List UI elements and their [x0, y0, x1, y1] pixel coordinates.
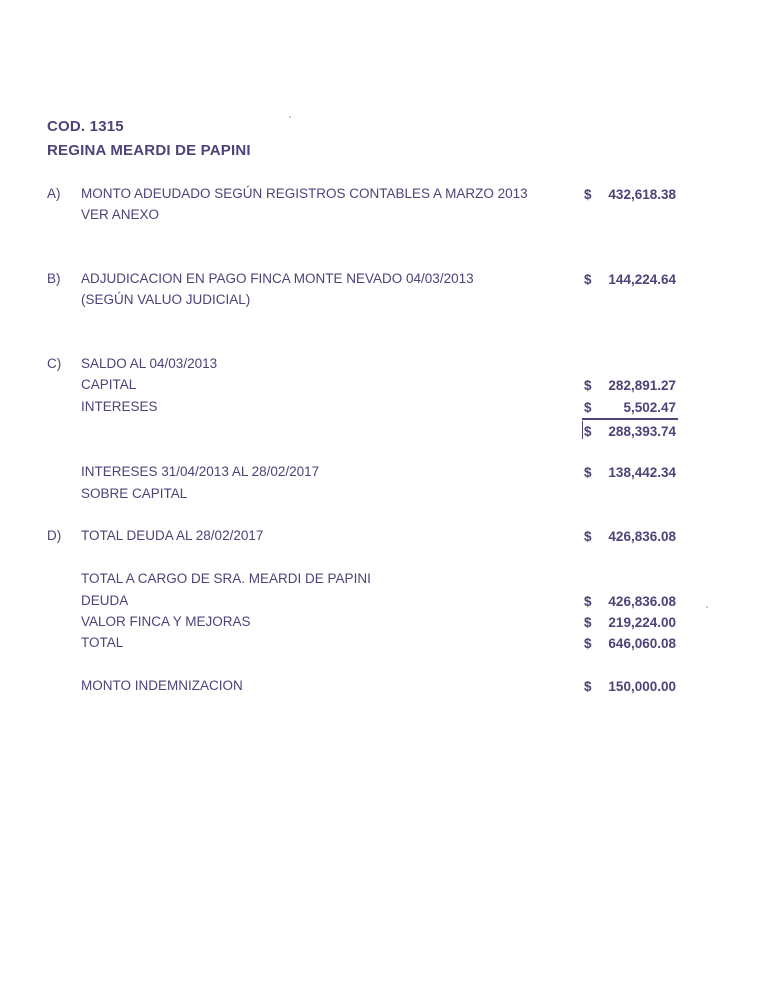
- capital-label: CAPITAL: [81, 377, 137, 392]
- currency-symbol: $: [584, 529, 592, 544]
- section-c-letter: C): [47, 356, 62, 371]
- currency-symbol: $: [584, 594, 592, 609]
- amount-value: 138,442.34: [608, 465, 676, 480]
- currency-symbol: $: [584, 378, 592, 393]
- currency-symbol: $: [584, 636, 592, 651]
- currency-symbol: $: [584, 679, 592, 694]
- scan-speck: [289, 116, 291, 118]
- section-d-label: TOTAL DEUDA AL 28/02/2017: [81, 528, 264, 543]
- section-b-line2: (SEGÚN VALUO JUDICIAL): [81, 292, 251, 307]
- document-code: COD. 1315: [47, 118, 124, 135]
- document-name: REGINA MEARDI DE PAPINI: [47, 142, 251, 159]
- deuda-label: DEUDA: [81, 593, 129, 608]
- intereses-period-line1: INTERESES 31/04/2013 AL 28/02/2017: [81, 464, 320, 479]
- amount-value: 282,891.27: [608, 378, 676, 393]
- amount-value: 426,836.08: [608, 594, 676, 609]
- subtotal-rule: [582, 418, 678, 420]
- scan-speck: [706, 606, 708, 608]
- section-a-line1: MONTO ADEUDADO SEGÚN REGISTROS CONTABLES A MARZO 2013: [81, 186, 528, 201]
- section-c-title: SALDO AL 04/03/2013: [81, 356, 218, 371]
- intereses-label: INTERESES: [81, 399, 158, 414]
- section-b-line1: ADJUDICACION EN PAGO FINCA MONTE NEVADO 04/03/2013: [81, 271, 474, 286]
- currency-symbol: $: [584, 615, 592, 630]
- amount-value: 426,836.08: [608, 529, 676, 544]
- currency-symbol: $: [584, 187, 592, 202]
- amount-value: 219,224.00: [608, 615, 676, 630]
- currency-symbol: $: [584, 465, 592, 480]
- indemnizacion-label: MONTO INDEMNIZACION: [81, 678, 243, 693]
- amount-value: 5,502.47: [623, 400, 676, 415]
- section-b-letter: B): [47, 271, 61, 286]
- subtotal-bracket: [582, 421, 583, 439]
- total-label: TOTAL: [81, 635, 124, 650]
- currency-symbol: $: [584, 272, 592, 287]
- amount-value: 432,618.38: [608, 187, 676, 202]
- amount-value: 646,060.08: [608, 636, 676, 651]
- valor-finca-label: VALOR FINCA Y MEJORAS: [81, 614, 251, 629]
- section-a-line2: VER ANEXO: [81, 207, 160, 222]
- section-d-letter: D): [47, 528, 62, 543]
- cargo-title: TOTAL A CARGO DE SRA. MEARDI DE PAPINI: [81, 571, 371, 586]
- currency-symbol: $: [584, 424, 592, 439]
- section-a-letter: A): [47, 186, 61, 201]
- amount-value: 150,000.00: [608, 679, 676, 694]
- amount-value: 144,224.64: [608, 272, 676, 287]
- amount-value: 288,393.74: [608, 424, 676, 439]
- intereses-period-line2: SOBRE CAPITAL: [81, 486, 188, 501]
- currency-symbol: $: [584, 400, 592, 415]
